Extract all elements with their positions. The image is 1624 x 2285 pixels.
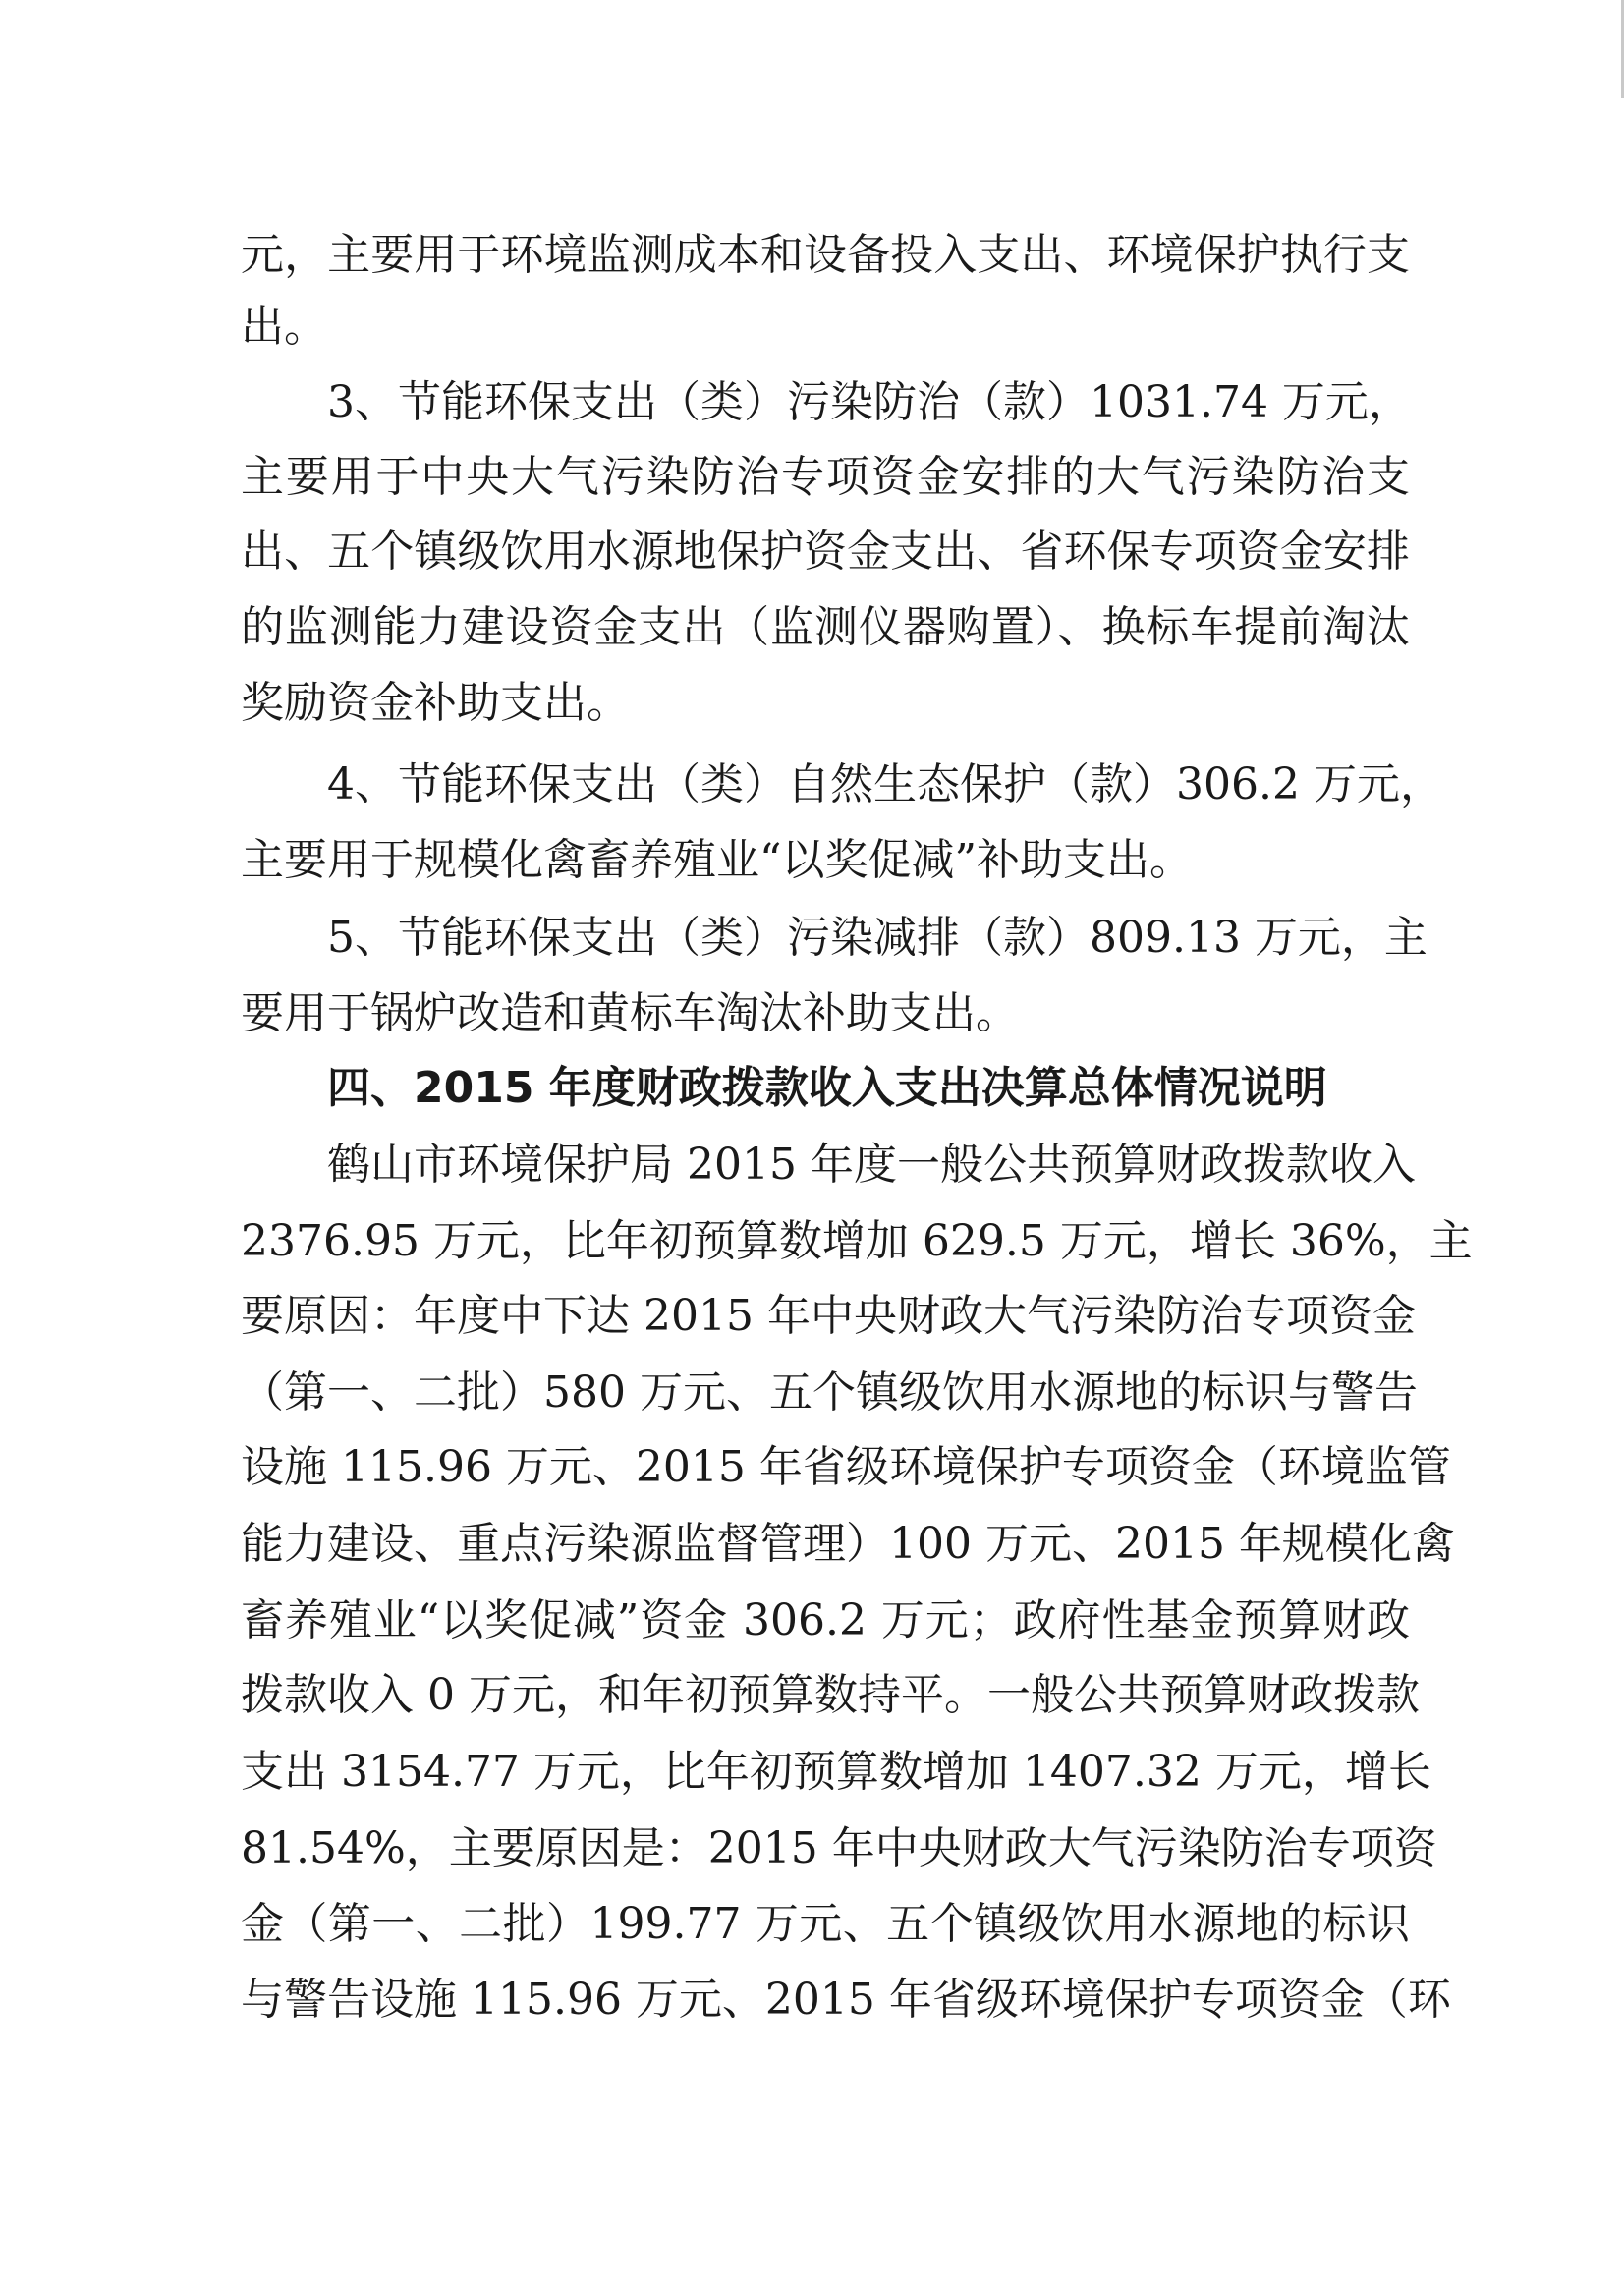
paragraph-line: 要用于锅炉改造和黄标车淘汰补助支出。	[241, 988, 1019, 1038]
paragraph-line: 3、节能环保支出（类）污染防治（款）1031.74 万元，	[327, 377, 1412, 427]
paragraph-line: 出、五个镇级饮用水源地保护资金支出、省环保专项资金安排	[241, 527, 1410, 577]
paragraph-line: 的监测能力建设资金支出（监测仪器购置）、换标车提前淘汰	[241, 602, 1410, 652]
paragraph-line: 元，主要用于环境监测成本和设备投入支出、环境保护执行支	[241, 230, 1410, 280]
paragraph-line: 金（第一、二批）199.77 万元、五个镇级饮用水源地的标识	[241, 1899, 1410, 1949]
section-heading: 四、2015 年度财政拨款收入支出决算总体情况说明	[327, 1063, 1327, 1113]
paragraph-line: 畜养殖业“以奖促减”资金 306.2 万元；政府性基金预算财政	[241, 1595, 1410, 1645]
paragraph-line: 设施 115.96 万元、2015 年省级环境保护专项资金（环境监管	[241, 1442, 1451, 1492]
paragraph-line: 5、节能环保支出（类）污染减排（款）809.13 万元，主	[327, 913, 1428, 963]
paragraph-line: 能力建设、重点污染源监督管理）100 万元、2015 年规模化禽	[241, 1519, 1455, 1569]
paragraph-line: 与警告设施 115.96 万元、2015 年省级环境保护专项资金（环	[241, 1975, 1451, 2025]
paragraph-line: 奖励资金补助支出。	[241, 678, 630, 728]
paragraph-line: 要原因：年度中下达 2015 年中央财政大气污染防治专项资金	[241, 1291, 1416, 1341]
paragraph-line: 4、节能环保支出（类）自然生态保护（款）306.2 万元，	[327, 759, 1443, 809]
paragraph-line: 2376.95 万元，比年初预算数增加 629.5 万元，增长 36%，主	[241, 1216, 1473, 1266]
paragraph-line: 支出 3154.77 万元，比年初预算数增加 1407.32 万元，增长	[241, 1747, 1431, 1797]
paragraph-line: 81.54%，主要原因是：2015 年中央财政大气污染防治专项资	[241, 1823, 1437, 1873]
paragraph-line: 拨款收入 0 万元，和年初预算数持平。一般公共预算财政拨款	[241, 1670, 1420, 1720]
paragraph-line: （第一、二批）580 万元、五个镇级饮用水源地的标识与警告	[241, 1367, 1418, 1418]
paragraph-line: 出。	[241, 302, 327, 352]
paragraph-line: 主要用于中央大气污染防治专项资金安排的大气污染防治支	[241, 452, 1410, 502]
paragraph-line: 鹤山市环境保护局 2015 年度一般公共预算财政拨款收入	[327, 1140, 1416, 1190]
paragraph-line: 主要用于规模化禽畜养殖业“以奖促减”补助支出。	[241, 835, 1193, 885]
